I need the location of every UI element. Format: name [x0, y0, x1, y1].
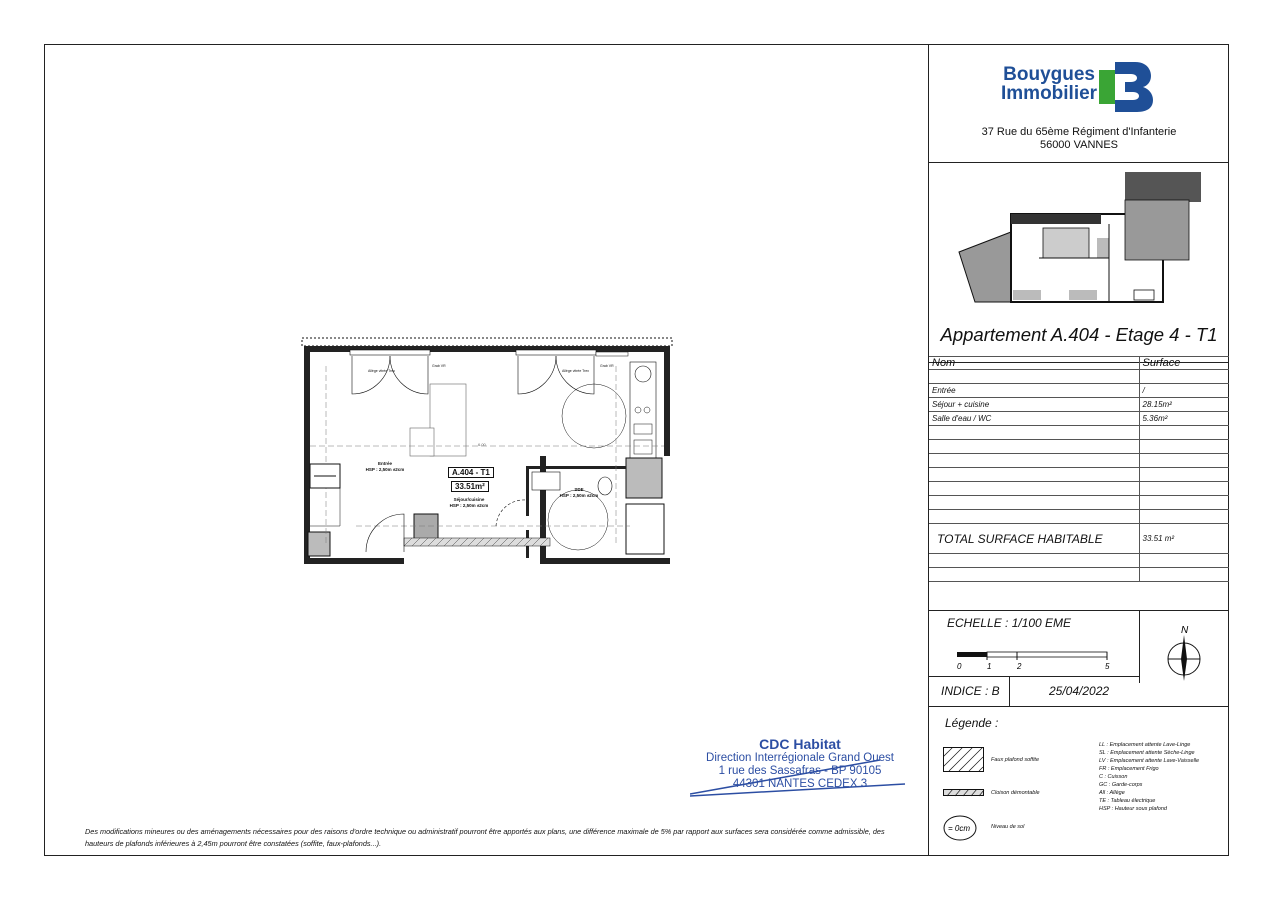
indice-date: 25/04/2022: [1049, 684, 1110, 698]
total-value: 33.51 m²: [1139, 524, 1229, 554]
row-surface: [1139, 510, 1229, 524]
legend-note: TE : Tableau électrique: [1099, 798, 1156, 804]
legend-note: LV : Emplacement attente Lave-Vaisselle: [1099, 758, 1200, 764]
room-sde-name: SDE: [574, 487, 584, 492]
table-row: [929, 440, 1229, 454]
header-surface: Surface: [1139, 357, 1229, 370]
compass-box: [1139, 610, 1229, 707]
stamp-line4: 44301 NANTES CEDEX 3: [732, 778, 868, 790]
row-surface: [1139, 482, 1229, 496]
room-entree-hsp: HSP : 2,50m ±2cm: [365, 467, 405, 472]
legend-note: LL : Emplacement attente Lave-Linge: [1099, 742, 1191, 748]
vr-label-1: Grab VR: [432, 364, 446, 368]
legend-note: FR : Emplacement Frigo: [1099, 766, 1159, 772]
row-surface: [1139, 440, 1229, 454]
row-name: [929, 510, 1139, 524]
row-name: Entrée: [929, 384, 1139, 398]
legend-removable: Cloison démontable: [991, 790, 1040, 796]
surface-table: [929, 356, 1229, 582]
row-name: [929, 482, 1139, 496]
row-surface: [1139, 468, 1229, 482]
row-surface: 5.36m²: [1139, 412, 1229, 426]
total-row: [929, 524, 1229, 554]
row-name: [929, 568, 1139, 582]
address-line1: 37 Rue du 65ème Régiment d'Infanterie: [981, 126, 1177, 138]
row-surface: 28.15m²: [1139, 398, 1229, 412]
row-surface: [1139, 568, 1229, 582]
allege-label-2: Allège vitrée Trex: [562, 369, 590, 373]
stamp-strike-lines: [690, 750, 910, 810]
brand-logo-text: [1001, 64, 1098, 104]
indice-label: INDICE : B: [941, 684, 1000, 698]
room-sejour-name: Séjour/cuisine: [453, 497, 485, 502]
cdc-stamp: [690, 736, 910, 791]
scale-label: ECHELLE : 1/100 EME: [947, 616, 1072, 630]
legend-false-ceiling: Faux plafond soffite: [991, 757, 1040, 763]
legend-note: HSP : Hauteur sous plafond: [1099, 806, 1167, 812]
table-row: [929, 496, 1229, 510]
legend-note: GC : Garde-corps: [1099, 782, 1143, 788]
address-line2: 56000 VANNES: [1039, 139, 1119, 151]
legend-notes: [1099, 741, 1199, 813]
legend-note: SL : Emplacement attente Sèche-Linge: [1099, 750, 1195, 756]
table-row: [929, 482, 1229, 496]
scale-tick-1: 1: [987, 662, 992, 671]
legend-note: C : Cuisson: [1099, 774, 1128, 780]
stamp-line3: 1 rue des Sassafras - BP 90105: [718, 765, 882, 777]
row-surface: [1139, 370, 1229, 384]
brand-line1: Bouygues: [1003, 64, 1095, 85]
allege-label-1: Allège vitrée Trex: [368, 369, 396, 373]
row-name: [929, 426, 1139, 440]
table-row: [929, 554, 1229, 568]
room-sde-hsp: HSP : 2,50m ±2cm: [559, 493, 599, 498]
vr-label-2: Grab VR: [600, 364, 614, 368]
scale-tick-0: 0: [957, 662, 962, 671]
floor-level-symbol: = 0cm: [948, 824, 971, 833]
table-row: [929, 398, 1229, 412]
table-row: [929, 412, 1229, 426]
room-sejour: [442, 497, 496, 509]
row-name: [929, 440, 1139, 454]
room-entree: [358, 461, 412, 473]
brand-line2: Immobilier: [1001, 83, 1098, 104]
room-entree-name: Entrée: [377, 461, 392, 466]
room-sde: [552, 487, 606, 499]
table-row: [929, 426, 1229, 440]
unit-area: 33.51m²: [451, 481, 489, 492]
stamp-line1: CDC Habitat: [759, 736, 841, 752]
unit-code: A.404 - T1: [448, 467, 494, 478]
row-surface: [1139, 426, 1229, 440]
company-address: [929, 126, 1229, 152]
logo-block: [929, 44, 1229, 163]
row-name: [929, 554, 1139, 568]
table-row: [929, 510, 1229, 524]
legend-floor-level: Niveau de sol: [991, 824, 1025, 830]
row-name: [929, 370, 1139, 384]
row-name: Séjour + cuisine: [929, 398, 1139, 412]
false-ceiling-hatch-icon: [943, 747, 985, 773]
table-row: [929, 384, 1229, 398]
header-name: Nom: [929, 357, 1139, 370]
table-header: [929, 357, 1229, 370]
footer-note: Des modifications mineures ou des aménagements nécessaires pour des raisons d'ordre technique ou administratif pourront être apportés aux plans, une différence maximale de 5% par rapport aux surfaces sera considérée comme admissible, des hauteurs de plafonds inférieures à 2,45m pourront être constatées (soffite, faux-plafonds...).: [85, 827, 885, 848]
row-name: Salle d'eau / WC: [929, 412, 1139, 426]
floor-plan-drawing: [300, 336, 675, 568]
row-surface: [1139, 554, 1229, 568]
floor-level-icon: [943, 815, 979, 841]
title-block: [929, 44, 1229, 856]
indice-separator: [1009, 676, 1010, 706]
row-name: [929, 454, 1139, 468]
floor-plan: [300, 336, 675, 573]
legend-note: All : Allège: [1099, 790, 1125, 796]
dimension-width: 6.00: [478, 442, 486, 447]
key-plan-drawing: [929, 162, 1229, 322]
north-compass-icon: [1139, 611, 1229, 707]
apartment-title: Appartement A.404 - Etage 4 - T1: [940, 324, 1218, 345]
scale-bar: [957, 650, 1117, 672]
legend-title: Légende :: [945, 716, 999, 730]
stamp-line2: Direction Interrégionale Grand Ouest: [706, 752, 894, 764]
row-surface: [1139, 496, 1229, 510]
table-row: [929, 568, 1229, 582]
scale-tick-5: 5: [1105, 662, 1110, 671]
brand-logo-icon: [1097, 62, 1153, 112]
removable-wall-icon: [943, 789, 985, 797]
total-label: TOTAL SURFACE HABITABLE: [929, 524, 1139, 554]
table-row: [929, 454, 1229, 468]
row-name: [929, 496, 1139, 510]
scale-tick-2: 2: [1017, 662, 1022, 671]
table-row: [929, 468, 1229, 482]
row-surface: [1139, 454, 1229, 468]
row-surface: /: [1139, 384, 1229, 398]
table-row: [929, 370, 1229, 384]
row-name: [929, 468, 1139, 482]
compass-north-label: N: [1181, 625, 1189, 636]
room-sejour-hsp: HSP : 2,50m ±2cm: [449, 503, 489, 508]
